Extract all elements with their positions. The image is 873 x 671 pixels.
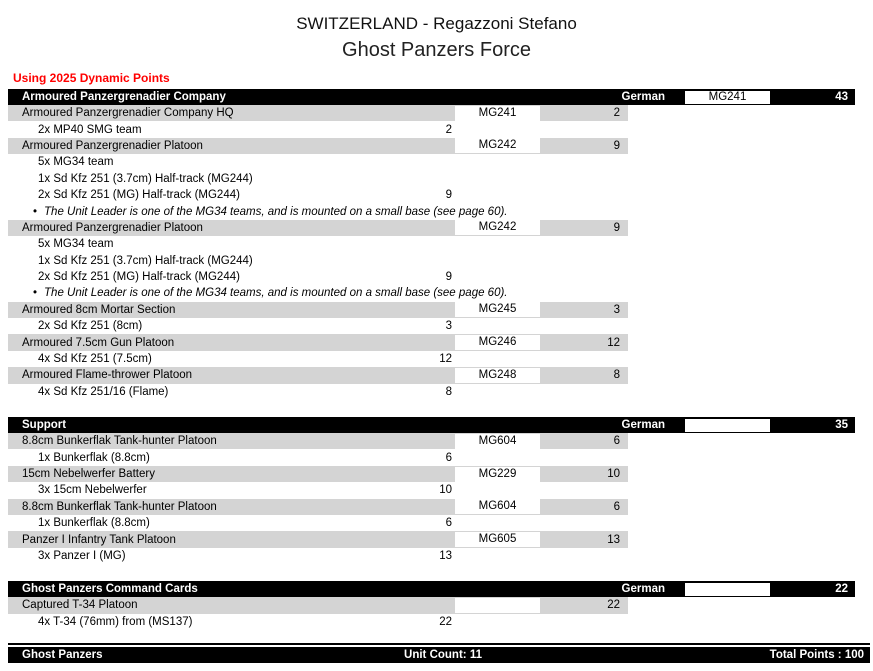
unit-name: Armoured Panzergrenadier Company HQ — [22, 107, 234, 120]
unit-name: Armoured Flame-thrower Platoon — [22, 369, 193, 382]
item-count: 9 — [445, 271, 452, 284]
item-count: 6 — [445, 517, 452, 530]
unit-points: 13 — [607, 533, 620, 546]
item-name: 2x Sd Kfz 251 (MG) Half-track (MG244) — [38, 271, 240, 284]
unit-name: 8.8cm Bunkerflak Tank-hunter Platoon — [22, 500, 217, 513]
item-row — [8, 154, 628, 170]
unit-id-box: MG242 — [455, 138, 540, 153]
unit-id-box: MG604 — [455, 434, 540, 449]
item-columns — [8, 452, 452, 464]
section-rows — [0, 597, 873, 630]
unit-name: Panzer I Infantry Tank Platoon — [22, 533, 176, 546]
footer-divider — [8, 643, 870, 645]
item-row — [8, 187, 628, 203]
unit-name: Armoured 7.5cm Gun Platoon — [22, 336, 175, 349]
item-row — [8, 236, 628, 252]
item-columns — [8, 173, 452, 185]
unit-id-box: MG242 — [455, 220, 540, 235]
page-title: SWITZERLAND - Regazzoni Stefano — [296, 14, 577, 33]
item-row — [8, 384, 628, 400]
item-row — [8, 171, 628, 187]
item-columns — [8, 189, 452, 201]
item-columns — [8, 255, 452, 267]
section-title: Ghost Panzers Command Cards — [22, 583, 198, 596]
unit-points: 9 — [613, 221, 620, 234]
section-nationality: German — [621, 91, 665, 103]
item-name: 5x MG34 team — [38, 238, 114, 251]
item-columns — [8, 124, 452, 136]
bullet-icon: • — [33, 205, 38, 218]
unit-row — [8, 367, 628, 383]
section-id-box — [685, 419, 770, 432]
unit-row — [8, 466, 628, 482]
unit-row — [8, 499, 628, 515]
unit-row — [8, 220, 628, 236]
item-columns — [8, 550, 452, 562]
footer-total-points: Total Points : 100 — [769, 648, 865, 661]
item-columns — [8, 320, 452, 332]
unit-row — [8, 105, 628, 121]
unit-row — [8, 334, 628, 350]
item-row — [8, 121, 628, 137]
footer-force-name: Ghost Panzers — [22, 648, 103, 661]
item-columns — [8, 484, 452, 496]
item-name: 4x Sd Kfz 251/16 (Flame) — [38, 385, 169, 398]
item-columns — [8, 156, 452, 168]
unit-row — [8, 597, 628, 613]
item-name: 1x Sd Kfz 251 (3.7cm) Half-track (MG244) — [38, 254, 253, 267]
item-count: 2 — [445, 123, 452, 136]
unit-id-box: MG241 — [455, 106, 540, 121]
unit-points: 9 — [613, 139, 620, 152]
section-rows — [0, 105, 873, 400]
item-count: 12 — [439, 353, 452, 366]
section-id-box: MG241 — [685, 91, 770, 104]
unit-name: Captured T-34 Platoon — [22, 599, 138, 612]
item-name: 2x Sd Kfz 251 (8cm) — [38, 320, 143, 333]
unit-row — [8, 302, 628, 318]
item-name: 2x Sd Kfz 251 (MG) Half-track (MG244) — [38, 189, 240, 202]
force-section — [0, 417, 873, 564]
section-id-box — [685, 583, 770, 596]
item-name: 4x T-34 (76mm) from (MS137) — [38, 615, 193, 628]
item-columns — [8, 517, 452, 529]
item-row — [8, 449, 628, 465]
unit-id-box: MG246 — [455, 335, 540, 350]
unit-name: Armoured Panzergrenadier Platoon — [22, 221, 203, 234]
bullet-icon: • — [33, 287, 38, 300]
unit-points: 12 — [607, 336, 620, 349]
unit-id-box: MG248 — [455, 368, 540, 383]
item-columns — [8, 271, 452, 283]
unit-id-box: MG229 — [455, 467, 540, 482]
unit-id-box: MG245 — [455, 302, 540, 317]
item-name: 3x 15cm Nebelwerfer — [38, 484, 147, 497]
item-row — [8, 614, 628, 630]
footer-unit-count: Unit Count: 11 — [404, 648, 482, 661]
force-section — [0, 89, 873, 400]
item-row — [8, 515, 628, 531]
unit-points: 2 — [613, 107, 620, 120]
item-row — [8, 318, 628, 334]
item-count: 13 — [439, 549, 452, 562]
item-columns — [8, 238, 452, 250]
item-count: 8 — [445, 385, 452, 398]
unit-row — [8, 433, 628, 449]
unit-name: Armoured 8cm Mortar Section — [22, 303, 176, 316]
unit-points: 6 — [613, 500, 620, 513]
item-row — [8, 548, 628, 564]
item-name: 2x MP40 SMG team — [38, 123, 142, 136]
section-points: 43 — [835, 91, 848, 103]
unit-points: 3 — [613, 303, 620, 316]
item-row — [8, 351, 628, 367]
item-columns — [8, 616, 452, 628]
item-name: 5x MG34 team — [38, 156, 114, 169]
unit-points: 22 — [607, 599, 620, 612]
force-title: Ghost Panzers Force — [342, 39, 531, 61]
item-name: 1x Bunkerflak (8.8cm) — [38, 451, 150, 464]
note-text: The Unit Leader is one of the MG34 teams, and is mounted on a small base (see page 60). — [44, 205, 508, 218]
section-title: Armoured Panzergrenadier Company — [22, 91, 226, 103]
item-columns — [8, 353, 452, 365]
force-section — [0, 581, 873, 630]
unit-row — [8, 138, 628, 154]
section-nationality: German — [621, 583, 665, 596]
section-header-bar — [8, 89, 855, 105]
section-rows — [0, 433, 873, 564]
note-text: The Unit Leader is one of the MG34 teams, and is mounted on a small base (see page 60). — [44, 287, 508, 300]
item-count: 3 — [445, 320, 452, 333]
sections — [0, 89, 873, 630]
unit-points: 8 — [613, 369, 620, 382]
section-header-bar — [8, 417, 855, 433]
section-title: Support — [22, 419, 67, 432]
dynamic-points-note: Using 2025 Dynamic Points — [13, 71, 170, 85]
unit-id-box: MG605 — [455, 532, 540, 547]
unit-name: 15cm Nebelwerfer Battery — [22, 468, 155, 480]
item-count: 22 — [439, 615, 452, 628]
note-row — [8, 285, 628, 301]
unit-points: 10 — [607, 468, 620, 480]
unit-id-box: MG604 — [455, 499, 540, 514]
unit-name: Armoured Panzergrenadier Platoon — [22, 139, 203, 152]
section-points: 22 — [835, 583, 848, 596]
section-points: 35 — [835, 419, 848, 432]
item-columns — [8, 386, 452, 398]
unit-row — [8, 531, 628, 547]
footer-bar — [8, 647, 870, 663]
item-name: 1x Bunkerflak (8.8cm) — [38, 517, 150, 530]
unit-points: 6 — [613, 435, 620, 448]
item-count: 9 — [445, 189, 452, 202]
section-nationality: German — [621, 419, 665, 432]
unit-id-box — [455, 598, 540, 613]
item-name: 1x Sd Kfz 251 (3.7cm) Half-track (MG244) — [38, 172, 253, 185]
section-header-bar — [8, 581, 855, 597]
item-count: 6 — [445, 451, 452, 464]
item-name: 3x Panzer I (MG) — [38, 549, 126, 562]
note-row — [8, 203, 628, 219]
unit-name: 8.8cm Bunkerflak Tank-hunter Platoon — [22, 435, 217, 448]
item-count: 10 — [439, 484, 452, 497]
item-name: 4x Sd Kfz 251 (7.5cm) — [38, 353, 152, 366]
item-row — [8, 482, 628, 498]
item-row — [8, 253, 628, 269]
item-row — [8, 269, 628, 285]
